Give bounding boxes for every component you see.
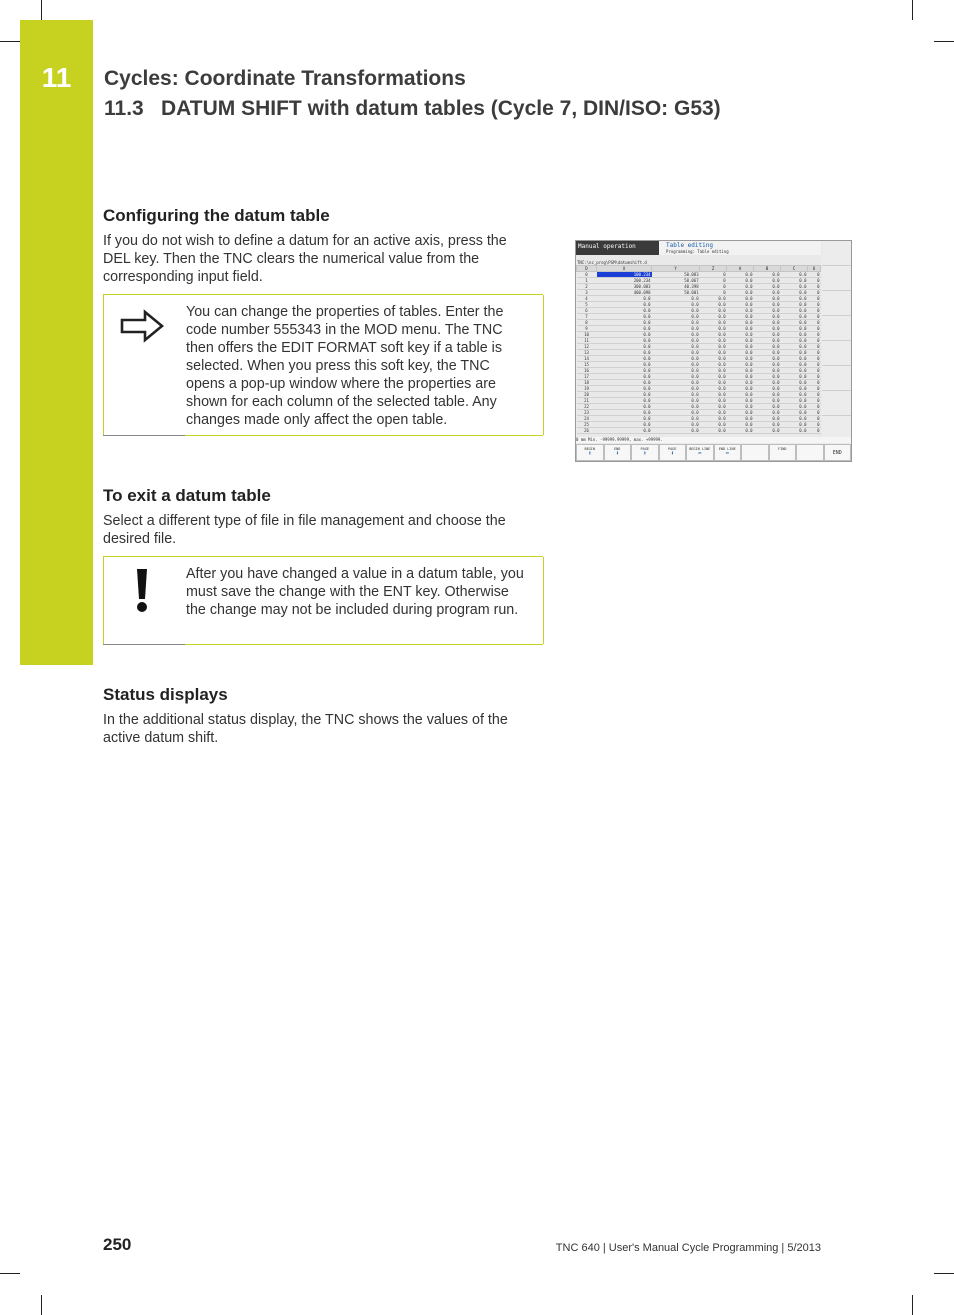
table-cell[interactable]: 0.0 [597, 392, 652, 398]
tip-note-text: You can change the properties of tables. Enter the code number 555343 in the MOD menu. The TNC then offers the EDIT FORMAT soft key if a table is selected. When you press this soft key, the TNC opens a pop-up window where the properties are shown for each column of the selected table. Any changes made only affect the open table. [186, 304, 504, 428]
table-cell[interactable]: 0.0 [700, 386, 727, 392]
table-cell[interactable]: 0.0 [652, 308, 700, 314]
table-cell[interactable]: 0.0 [652, 374, 700, 380]
table-cell[interactable]: 22 [577, 404, 597, 410]
softkey-label: BEGIN [584, 447, 596, 451]
table-cell[interactable]: 0.0 [700, 428, 727, 434]
table-cell[interactable]: 0.0 [754, 332, 781, 338]
table-cell[interactable]: 300.083 [597, 284, 652, 290]
table-cell[interactable]: 19 [577, 386, 597, 392]
table-cell[interactable]: 0.0 [597, 302, 652, 308]
table-cell[interactable]: 0.0 [754, 326, 781, 332]
table-cell[interactable]: 0.0 [781, 380, 808, 386]
table-cell[interactable]: 0.0 [700, 326, 727, 332]
arrow-down-icon: ⬇ [670, 450, 675, 457]
table-cell[interactable]: 0.0 [652, 428, 700, 434]
mode-sub: Programming: Table editing [666, 249, 729, 254]
table-cell[interactable]: 0.0 [781, 410, 808, 416]
table-cell[interactable]: 0.0 [781, 314, 808, 320]
table-cell[interactable]: 0.0 [781, 362, 808, 368]
table-cell[interactable]: 0 [808, 302, 821, 308]
crop-mark [41, 1295, 42, 1315]
table-cell[interactable]: 0.0 [754, 308, 781, 314]
table-cell[interactable]: 50.083 [652, 272, 700, 278]
table-cell[interactable]: 0.0 [700, 410, 727, 416]
table-cell[interactable]: 0.0 [754, 368, 781, 374]
table-cell[interactable]: 0.0 [727, 338, 754, 344]
softkey-label: BEGIN LINE [689, 447, 711, 451]
table-cell[interactable]: 0.0 [781, 368, 808, 374]
table-cell[interactable]: 0 [577, 272, 597, 278]
table-cell[interactable]: 0.0 [597, 350, 652, 356]
table-cell[interactable]: 0.0 [754, 410, 781, 416]
softkey-label: END [832, 450, 842, 456]
table-cell[interactable]: 0.0 [781, 290, 808, 296]
table-cell[interactable]: 0.0 [597, 380, 652, 386]
table-cell[interactable]: 13 [577, 350, 597, 356]
table-cell[interactable]: 20 [577, 392, 597, 398]
mode-manual-operation: Manual operation [578, 243, 636, 250]
softkey[interactable] [796, 444, 824, 461]
table-cell[interactable]: 17 [577, 374, 597, 380]
table-cell[interactable]: 0.0 [700, 320, 727, 326]
table-cell[interactable]: 0.0 [597, 422, 652, 428]
warning-note [103, 556, 543, 645]
table-cell[interactable]: 0.0 [700, 350, 727, 356]
table-cell[interactable]: 9 [577, 326, 597, 332]
softkey-label: END [614, 447, 621, 451]
table-cell[interactable]: 0.0 [781, 308, 808, 314]
crop-mark [0, 1273, 20, 1274]
table-cell[interactable]: 0.0 [652, 386, 700, 392]
table-cell[interactable]: 0.0 [727, 416, 754, 422]
softkey-label: PAGE [640, 447, 649, 451]
paragraph-status: In the additional status display, the TNC shows the values of the active datum shift. [103, 712, 508, 746]
table-cell[interactable]: 0.0 [597, 338, 652, 344]
table-cell[interactable]: 14 [577, 356, 597, 362]
paragraph-exit: Select a different type of file in file management and choose the desired file. [103, 513, 506, 547]
table-cell[interactable]: 0 [808, 380, 821, 386]
table-cell[interactable]: 0.0 [754, 344, 781, 350]
table-cell[interactable]: 0.0 [754, 404, 781, 410]
table-cell[interactable]: 0 [808, 332, 821, 338]
table-cell[interactable]: 0.0 [700, 374, 727, 380]
exclamation-icon [134, 569, 150, 620]
column-header: A [727, 266, 754, 272]
table-cell[interactable]: 0.0 [597, 344, 652, 350]
softkey[interactable] [576, 444, 604, 461]
table-cell[interactable]: 0.0 [700, 344, 727, 350]
table-cell[interactable]: 0.0 [754, 392, 781, 398]
arrow-up-icon: ⬆ [587, 450, 592, 457]
table-cell[interactable]: 0.0 [727, 320, 754, 326]
table-cell[interactable]: 2 [577, 284, 597, 290]
table-cell[interactable]: 0.0 [754, 374, 781, 380]
table-cell[interactable]: 0.0 [597, 428, 652, 434]
table-cell[interactable]: 0.0 [781, 272, 808, 278]
table-cell[interactable]: 0 [808, 374, 821, 380]
table-cell[interactable]: 0.0 [727, 302, 754, 308]
table-row[interactable] [577, 428, 821, 434]
table-cell[interactable]: 0 [808, 344, 821, 350]
table-cell[interactable]: 0.0 [597, 404, 652, 410]
table-cell[interactable]: 100.234 [597, 272, 652, 278]
softkey[interactable] [659, 444, 687, 461]
table-cell[interactable]: 0.0 [727, 398, 754, 404]
mode-table-editing: Table editing [666, 242, 713, 249]
table-cell[interactable]: 0.0 [781, 284, 808, 290]
softkey[interactable] [769, 444, 797, 461]
side-softkey[interactable] [822, 241, 851, 266]
table-cell[interactable]: 0.0 [781, 398, 808, 404]
arrow-right-icon [119, 309, 165, 348]
table-cell[interactable]: 0 [808, 416, 821, 422]
table-cell[interactable]: 15 [577, 362, 597, 368]
table-cell[interactable]: 0 [808, 392, 821, 398]
table-cell[interactable]: 0.0 [781, 356, 808, 362]
table-cell[interactable]: 0.0 [700, 302, 727, 308]
table-cell[interactable]: 0.0 [781, 422, 808, 428]
table-cell[interactable]: 0.0 [727, 344, 754, 350]
table-cell[interactable]: 0.0 [754, 278, 781, 284]
crop-mark [41, 0, 42, 20]
column-header: C [781, 266, 808, 272]
table-cell[interactable]: 0.0 [700, 404, 727, 410]
table-cell[interactable]: 0.0 [652, 380, 700, 386]
table-cell[interactable]: 0 [700, 290, 727, 296]
table-cell[interactable]: 0 [808, 338, 821, 344]
table-cell[interactable]: 0.0 [700, 296, 727, 302]
table-cell[interactable]: 0.0 [597, 356, 652, 362]
table-cell[interactable]: 0.0 [754, 284, 781, 290]
table-cell[interactable]: 0.0 [781, 278, 808, 284]
table-cell[interactable]: 0.0 [597, 308, 652, 314]
softkey[interactable] [604, 444, 632, 461]
table-cell[interactable]: 50.067 [652, 278, 700, 284]
table-cell[interactable]: 0.0 [652, 392, 700, 398]
table-cell[interactable]: 0 [808, 356, 821, 362]
table-cell[interactable]: 0.0 [727, 314, 754, 320]
table-cell[interactable]: 0.0 [754, 386, 781, 392]
table-cell[interactable]: 12 [577, 344, 597, 350]
warning-note-text: After you have changed a value in a datum table, you must save the change with the ENT key. Otherwise the change may not be included during program run. [186, 566, 524, 618]
column-header: Z [700, 266, 727, 272]
table-cell[interactable]: 0 [808, 284, 821, 290]
table-cell[interactable]: 0 [808, 404, 821, 410]
crop-mark [934, 1273, 954, 1274]
table-cell[interactable]: 0.0 [781, 374, 808, 380]
table-cell[interactable]: 18 [577, 380, 597, 386]
table-cell[interactable]: 0.0 [700, 380, 727, 386]
table-cell[interactable]: 0.0 [652, 332, 700, 338]
softkey[interactable] [714, 444, 742, 461]
tnc-screen [575, 240, 852, 462]
paragraph-configuring: If you do not wish to define a datum for an active axis, press the DEL key. Then the TNC clears the numerical value from the corresponding input field. [103, 233, 507, 285]
crop-mark [912, 0, 913, 20]
table-cell[interactable]: 0 [808, 368, 821, 374]
table-cell[interactable]: 0.0 [727, 368, 754, 374]
table-cell[interactable]: 26 [577, 428, 597, 434]
table-cell[interactable]: 0.0 [781, 296, 808, 302]
screen-statusline: 0 mm Min. -99999.99999, max. +99999. [576, 437, 851, 443]
table-cell[interactable]: 0.0 [754, 422, 781, 428]
softkey-label: PAGE [668, 447, 677, 451]
table-cell[interactable]: 0.0 [727, 272, 754, 278]
table-cell[interactable]: 3 [577, 290, 597, 296]
table-cell[interactable]: 0.0 [652, 344, 700, 350]
table-cell[interactable]: 0.0 [652, 362, 700, 368]
table-cell[interactable]: 0 [808, 320, 821, 326]
column-header: Y [652, 266, 700, 272]
softkey[interactable] [824, 444, 852, 461]
side-softkey[interactable] [822, 291, 851, 316]
table-cell[interactable]: 0.0 [700, 356, 727, 362]
chapter-title: Cycles: Coordinate Transformations [104, 67, 466, 90]
table-cell[interactable]: 0.0 [781, 404, 808, 410]
table-cell[interactable]: 0.0 [597, 398, 652, 404]
table-cell[interactable]: 0.0 [727, 380, 754, 386]
table-cell[interactable]: 0 [808, 350, 821, 356]
table-cell[interactable]: 0.0 [754, 314, 781, 320]
table-cell[interactable]: 21 [577, 398, 597, 404]
table-cell[interactable]: 0.0 [781, 326, 808, 332]
footer-text: TNC 640 | User's Manual Cycle Programming | 5/2013 [555, 1242, 821, 1254]
section-number: 11.3 [104, 97, 144, 120]
table-cell[interactable]: 0.0 [754, 362, 781, 368]
table-cell[interactable]: 0.0 [652, 296, 700, 302]
table-cell[interactable]: 11 [577, 338, 597, 344]
table-cell[interactable]: 1 [577, 278, 597, 284]
file-path: TNC:\nc_prog\PGM\datumshift.d [577, 260, 647, 265]
table-cell[interactable]: 0.0 [597, 362, 652, 368]
table-cell[interactable]: 0.0 [781, 320, 808, 326]
table-cell[interactable]: 0.0 [700, 362, 727, 368]
section-title [104, 97, 721, 121]
table-cell[interactable]: 0.0 [781, 386, 808, 392]
side-softkey[interactable] [822, 391, 851, 416]
table-cell[interactable]: 0 [700, 284, 727, 290]
table-cell[interactable]: 0.0 [700, 392, 727, 398]
table-cell[interactable]: 0.0 [754, 428, 781, 434]
table-cell[interactable]: 0.0 [652, 356, 700, 362]
table-cell[interactable]: 0.0 [700, 398, 727, 404]
table-cell[interactable]: 0 [808, 422, 821, 428]
table-cell[interactable]: 0 [808, 326, 821, 332]
table-cell[interactable]: 0.0 [754, 302, 781, 308]
table-cell[interactable]: 40.398 [652, 284, 700, 290]
table-cell[interactable]: 0 [808, 386, 821, 392]
table-cell[interactable]: 0 [700, 272, 727, 278]
table-cell[interactable]: 7 [577, 314, 597, 320]
column-header: X [597, 266, 652, 272]
table-cell[interactable]: 0.0 [652, 338, 700, 344]
side-softkey[interactable] [822, 341, 851, 366]
table-cell[interactable]: 0 [808, 308, 821, 314]
table-cell[interactable]: 0.0 [652, 422, 700, 428]
heading-configuring: Configuring the datum table [103, 206, 330, 225]
table-cell[interactable]: 0.0 [727, 290, 754, 296]
table-cell[interactable]: 0.0 [597, 368, 652, 374]
table-cell[interactable]: 0.0 [727, 308, 754, 314]
table-cell[interactable]: 0.0 [700, 422, 727, 428]
heading-exit: To exit a datum table [103, 486, 271, 505]
column-header: D [577, 266, 597, 272]
table-cell[interactable]: 0.0 [597, 314, 652, 320]
table-cell[interactable]: 0.0 [754, 290, 781, 296]
softkey-label: FIND [778, 447, 787, 451]
table-cell[interactable]: 0.0 [652, 326, 700, 332]
table-cell[interactable]: 0 [808, 362, 821, 368]
table-cell[interactable]: 16 [577, 368, 597, 374]
table-cell[interactable]: 0.0 [727, 410, 754, 416]
table-cell[interactable]: 0.0 [727, 356, 754, 362]
softkey[interactable] [741, 444, 769, 461]
table-cell[interactable]: 0.0 [781, 428, 808, 434]
table-cell[interactable]: 0.0 [652, 368, 700, 374]
heading-status: Status displays [103, 685, 228, 704]
table-cell[interactable]: 0.0 [597, 416, 652, 422]
crop-mark [934, 41, 954, 42]
table-cell[interactable]: 0.0 [754, 398, 781, 404]
table-cell[interactable]: 0 [808, 296, 821, 302]
table-cell[interactable]: 0.0 [652, 410, 700, 416]
table-cell[interactable]: 0.0 [754, 350, 781, 356]
table-cell[interactable]: 0.0 [597, 374, 652, 380]
column-header: U [808, 266, 821, 272]
table-cell[interactable]: 0.0 [727, 278, 754, 284]
softkey[interactable] [631, 444, 659, 461]
table-cell[interactable]: 0.0 [700, 308, 727, 314]
table-cell[interactable]: 200.234 [597, 278, 652, 284]
table-cell[interactable]: 0 [808, 428, 821, 434]
table-cell[interactable]: 0.0 [754, 416, 781, 422]
table-cell[interactable]: 0.0 [754, 320, 781, 326]
table-cell[interactable]: 0.0 [597, 386, 652, 392]
arrow-left-icon: ⬅ [697, 450, 702, 457]
table-cell[interactable]: 0.0 [754, 272, 781, 278]
table-cell[interactable]: 0 [808, 410, 821, 416]
table-cell[interactable]: 0.0 [727, 386, 754, 392]
arrow-up-icon: ⬆ [642, 450, 647, 457]
table-cell[interactable]: 0.0 [727, 332, 754, 338]
table-cell[interactable]: 0.0 [727, 350, 754, 356]
table-cell[interactable]: 0.0 [700, 416, 727, 422]
table-cell[interactable]: 0.0 [652, 320, 700, 326]
table-cell[interactable]: 8 [577, 320, 597, 326]
section-name: DATUM SHIFT with datum tables (Cycle 7, DIN/ISO: G53) [161, 97, 721, 120]
chapter-band [20, 20, 93, 665]
table-cell[interactable]: 0.0 [781, 332, 808, 338]
table-cell[interactable]: 0.0 [754, 338, 781, 344]
table-cell[interactable]: 0.0 [727, 374, 754, 380]
table-cell[interactable]: 0.0 [727, 392, 754, 398]
table-cell[interactable]: 0.0 [781, 338, 808, 344]
table-cell[interactable]: 0 [808, 314, 821, 320]
table-cell[interactable]: 0.0 [597, 332, 652, 338]
table-cell[interactable]: 0.0 [754, 356, 781, 362]
table-cell[interactable]: 0.0 [700, 332, 727, 338]
side-softkeys [822, 241, 851, 441]
table-cell[interactable]: 0.0 [781, 416, 808, 422]
table-cell[interactable]: 0.0 [754, 296, 781, 302]
side-softkey[interactable] [822, 366, 851, 391]
table-cell[interactable]: 0 [808, 398, 821, 404]
table-cell[interactable]: 0.0 [781, 350, 808, 356]
table-cell[interactable]: 0.0 [652, 350, 700, 356]
table-cell[interactable]: 0.0 [727, 404, 754, 410]
table-cell[interactable]: 0 [808, 272, 821, 278]
table-cell[interactable]: 0.0 [727, 428, 754, 434]
side-softkey[interactable] [822, 266, 851, 291]
table-cell[interactable]: 0.0 [754, 380, 781, 386]
table-cell[interactable]: 24 [577, 416, 597, 422]
table-cell[interactable]: 0.0 [597, 410, 652, 416]
table-cell[interactable]: 6 [577, 308, 597, 314]
table-cell[interactable]: 0.0 [727, 326, 754, 332]
softkey[interactable] [686, 444, 714, 461]
column-header: B [754, 266, 781, 272]
table-cell[interactable]: 5 [577, 302, 597, 308]
table-cell[interactable]: 0 [808, 278, 821, 284]
table-cell[interactable]: 0.0 [727, 422, 754, 428]
softkey-row [576, 444, 851, 461]
table-cell[interactable]: 0.0 [597, 320, 652, 326]
table-cell[interactable]: 4 [577, 296, 597, 302]
table-cell[interactable]: 0.0 [727, 296, 754, 302]
table-cell[interactable]: 0.0 [597, 296, 652, 302]
table-cell[interactable]: 0.0 [652, 398, 700, 404]
table-cell[interactable]: 0.0 [727, 284, 754, 290]
table-cell[interactable]: 0.0 [781, 302, 808, 308]
table-cell[interactable]: 0.0 [781, 344, 808, 350]
arrow-right-icon: ➡ [725, 450, 730, 457]
table-cell[interactable]: 23 [577, 410, 597, 416]
table-cell[interactable]: 0.0 [652, 314, 700, 320]
table-cell[interactable]: 0.0 [652, 302, 700, 308]
table-cell[interactable]: 25 [577, 422, 597, 428]
chapter-number: 11 [41, 62, 72, 93]
table-cell[interactable]: 0.0 [727, 362, 754, 368]
table-cell[interactable]: 0.0 [652, 404, 700, 410]
table-cell[interactable]: 0.0 [700, 368, 727, 374]
page-number: 250 [103, 1235, 132, 1254]
table-cell[interactable]: 0.0 [700, 314, 727, 320]
side-softkey[interactable] [822, 316, 851, 341]
table-cell[interactable]: 0.0 [597, 326, 652, 332]
table-cell[interactable]: 0 [700, 278, 727, 284]
table-cell[interactable]: 0.0 [781, 392, 808, 398]
table-cell[interactable]: 50.001 [652, 290, 700, 296]
tip-note [103, 294, 543, 436]
table-cell[interactable]: 0.0 [652, 416, 700, 422]
crop-mark [0, 41, 20, 42]
softkey-label: END LINE [718, 447, 736, 451]
table-cell[interactable]: 0 [808, 290, 821, 296]
table-cell[interactable]: 0.0 [700, 338, 727, 344]
crop-mark [912, 1295, 913, 1315]
arrow-down-icon: ⬇ [615, 450, 620, 457]
table-cell[interactable]: 400.098 [597, 290, 652, 296]
datum-table[interactable] [576, 265, 821, 434]
table-cell[interactable]: 10 [577, 332, 597, 338]
